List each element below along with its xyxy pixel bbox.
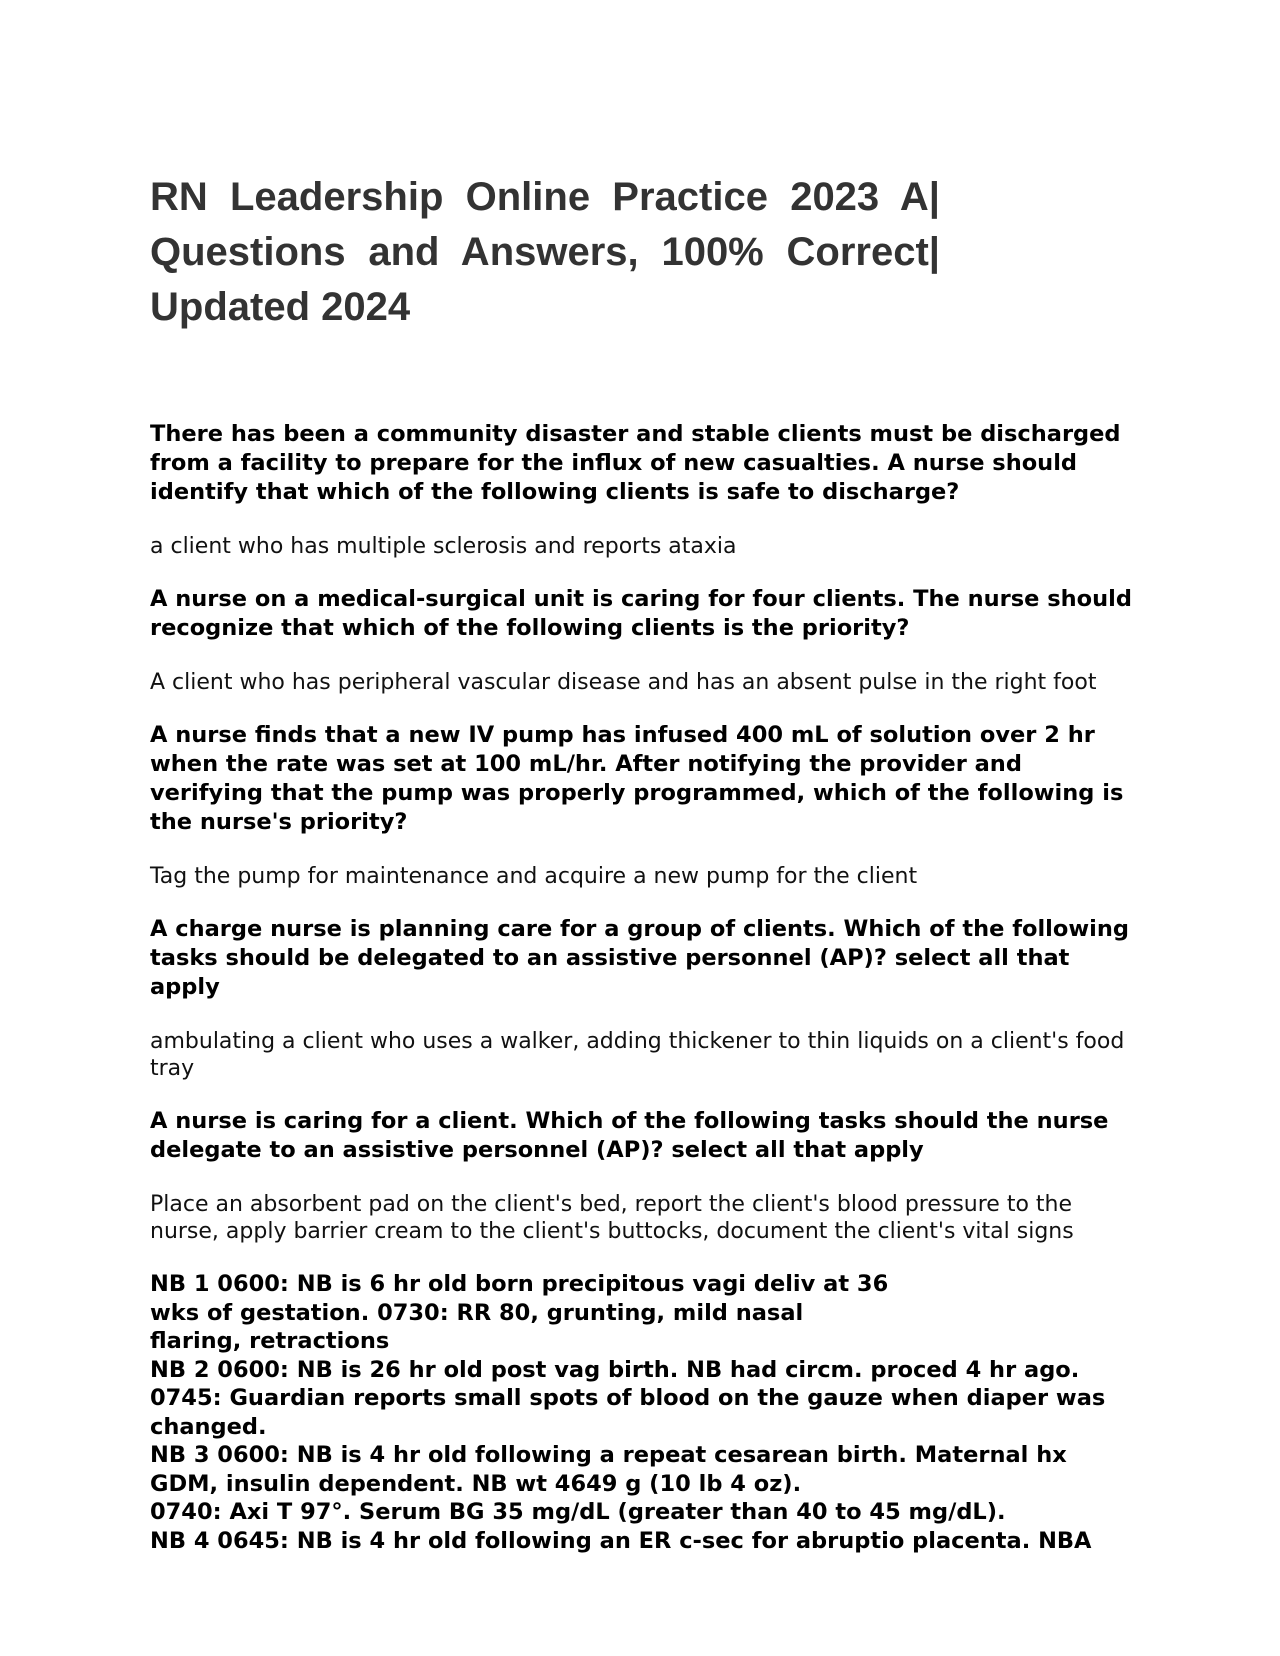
answer-text: ambulating a client who uses a walker, adding thickener to thin liquids on a client's food tray: [150, 1029, 1125, 1081]
qa-list: [150, 420, 1135, 1555]
answer-text: Tag the pump for maintenance and acquire a new pump for the client: [150, 864, 918, 889]
nb-line: NB 2 0600: NB is 26 hr old post vag birth. NB had circm. proced 4 hr ago.: [150, 1356, 1080, 1383]
nb-line: changed.: [150, 1413, 267, 1440]
nb-line: flaring, retractions: [150, 1328, 390, 1354]
answer-text: A client who has peripheral vascular disease and has an absent pulse in the right foot: [150, 670, 1097, 695]
document-title: RN Leadership Online Practice 2023 A| Questions and Answers, 100% Correct| Updated 2024: [150, 175, 940, 329]
nb-line: NB 3 0600: NB is 4 hr old following a repeat cesarean birth. Maternal hx: [150, 1442, 1067, 1468]
nb-line: NB 1 0600: NB is 6 hr old born precipitous vagi deliv at 36: [150, 1271, 889, 1297]
nb-line: 0740: Axi T 97°. Serum BG 35 mg/dL (greater than 40 to 45 mg/dL).: [150, 1499, 1006, 1525]
nb-line: GDM, insulin dependent. NB wt 4649 g (10 lb 4 oz).: [150, 1470, 802, 1497]
question-text: A nurse finds that a new IV pump has infused 400 mL of solution over 2 hr when the rate was set at 100 mL/hr. After notifying the provider and verifying that the pump was properly programmed, which of the following is the nurse's priority?: [150, 722, 1124, 835]
question-text: There has been a community disaster and stable clients must be discharged from a facility to prepare for the influx of new casualties. A nurse should identify that which of the following clients is safe to discharge?: [150, 421, 1121, 505]
nb-line: NB 4 0645: NB is 4 hr old following an ER c-sec for abruptio placenta. NBA: [150, 1527, 1092, 1554]
question-text: A nurse is caring for a client. Which of the following tasks should the nurse delegate to an assistive personnel (AP)? select all that apply: [150, 1108, 1109, 1163]
answer-text: Place an absorbent pad on the client's bed, report the client's blood pressure to the nurse, apply barrier cream to the client's buttocks, document the client's vital signs: [150, 1192, 1074, 1244]
question-text: A nurse on a medical-surgical unit is caring for four clients. The nurse should recognize that which of the following clients is the priority?: [150, 586, 1132, 641]
answer-text: a client who has multiple sclerosis and reports ataxia: [150, 534, 737, 559]
newborn-scenarios: [150, 1270, 1135, 1555]
question-text: A charge nurse is planning care for a group of clients. Which of the following tasks should be delegated to an assistive personnel (AP)? select all that apply: [150, 916, 1129, 1000]
nb-line: wks of gestation. 0730: RR 80, grunting, mild nasal: [150, 1299, 804, 1326]
nb-line: 0745: Guardian reports small spots of blood on the gauze when diaper was: [150, 1385, 1106, 1411]
